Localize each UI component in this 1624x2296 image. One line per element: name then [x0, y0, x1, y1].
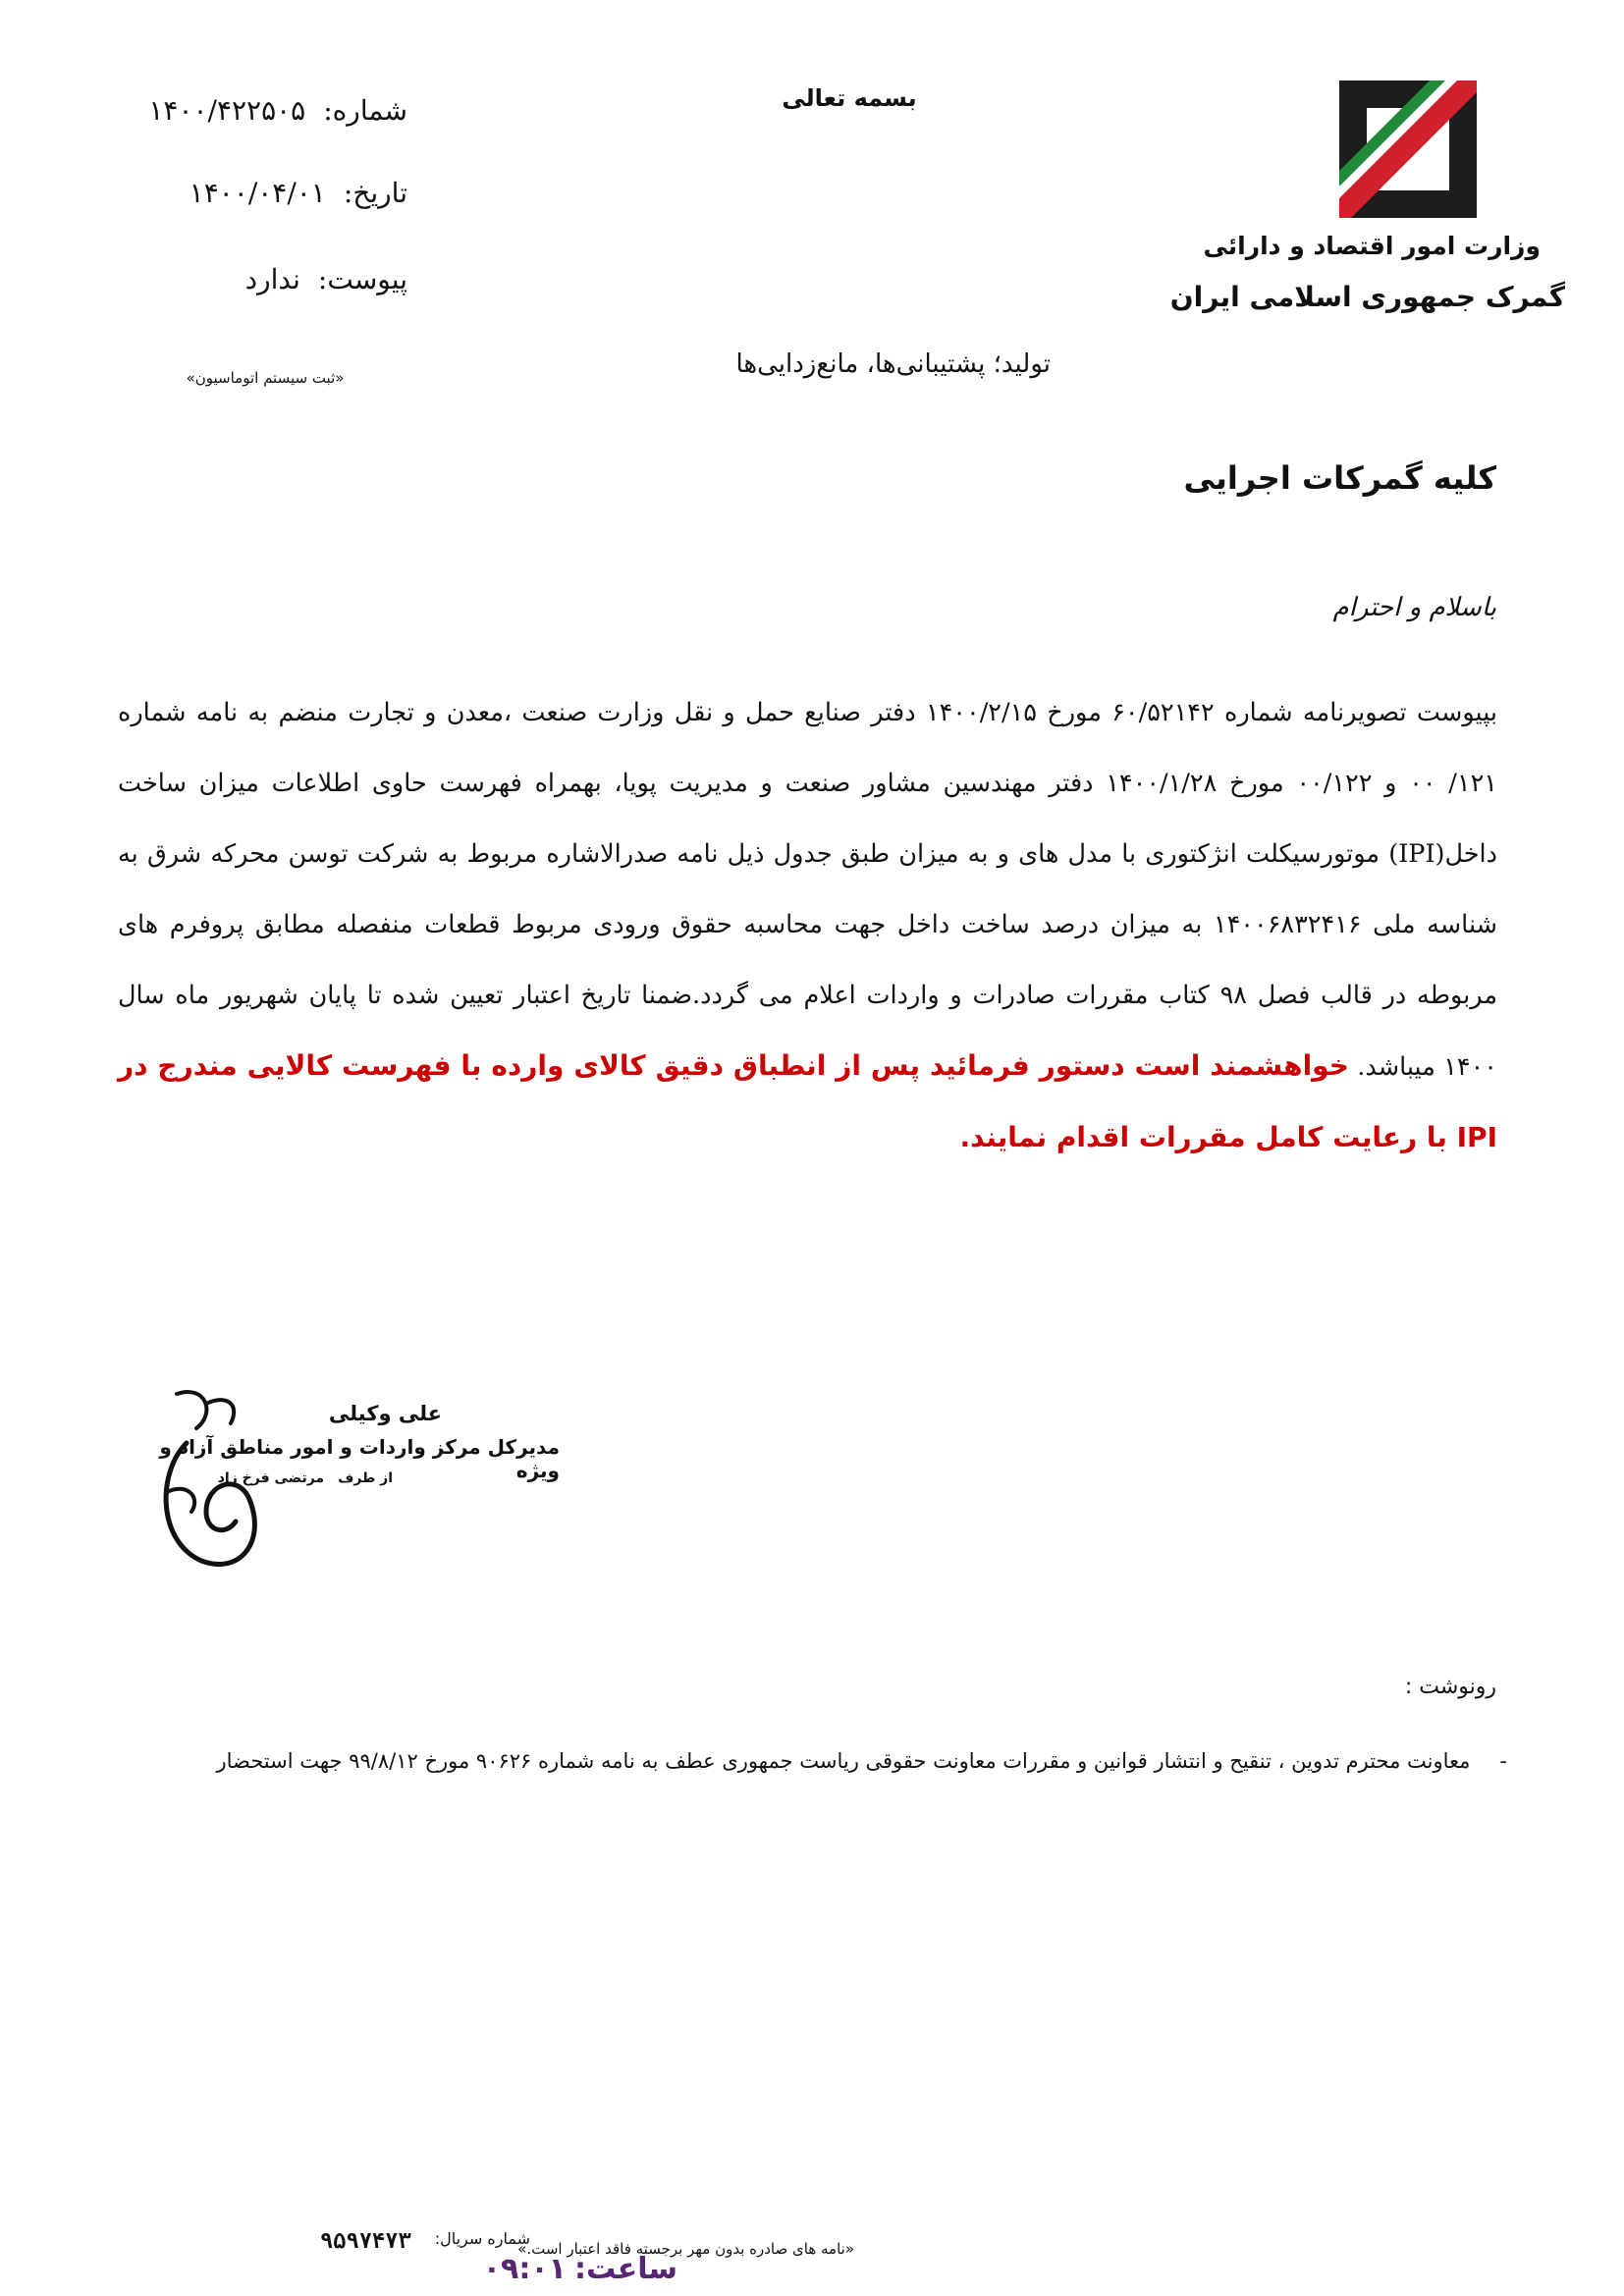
ministry-name: وزارت امور اقتصاد و دارائی — [1203, 232, 1541, 260]
time-label: ساعت: — [573, 2252, 677, 2286]
cc-item-bullet: - — [1499, 1749, 1507, 1773]
letter-attachment-value: ندارد — [244, 263, 300, 295]
customs-logo-icon — [1333, 75, 1483, 224]
time-value: ۰۹:۰۱ — [482, 2252, 567, 2286]
cc-label: رونوشت : — [1404, 1675, 1496, 1699]
signatory-proxy — [196, 1470, 393, 1486]
recipient: کلیه گمرکات اجرایی — [1183, 459, 1496, 497]
organization-name: گمرک جمهوری اسلامی ایران — [1169, 281, 1565, 313]
signatory-title: مدیرکل مرکز واردات و امور مناطق آزاد و ویژه — [159, 1435, 560, 1482]
letter-body — [118, 677, 1497, 1174]
cc-item-text: معاونت محترم تدوین ، تنقیح و انتشار قوانین و مقررات معاونت حقوقی ریاست جمهوری عطف به نامه شماره ۹۰۶۲۶ مورخ ۹۹/۸/۱۲ جهت استحضار — [216, 1749, 1471, 1773]
greeting: باسلام و احترام — [1332, 593, 1496, 622]
cc-item — [196, 1749, 1507, 1773]
letter-attachment — [211, 263, 407, 302]
signatory-proxy-label: از طرف — [338, 1470, 393, 1486]
letter-number-value: ۱۴۰۰/۴۲۲۵۰۵ — [148, 94, 306, 127]
letter-topic: تولید؛ پشتیبانی‌ها، مانع‌زدایی‌ها — [735, 349, 1051, 379]
automation-registration-note: «ثبت سیستم اتوماسیون» — [186, 369, 345, 387]
letter-attachment-label: پیوست: — [317, 263, 407, 295]
body-emphasis: خواهشمند است دستور فرمائید پس از انطباق دقیق کالای وارده با فهرست کالایی مندرج در IPI با رعایت کامل مقررات اقدام نمایند. — [118, 1049, 1497, 1153]
letter-date-value: ۱۴۰۰/۰۴/۰۱ — [189, 177, 326, 209]
footer-validity-note: «نامه های صادره بدون مهر برجسته فاقد اعتبار است.» — [517, 2240, 854, 2258]
letter-number-label: شماره: — [323, 94, 407, 127]
body-paragraph: بپیوست تصویرنامه شماره ۶۰/۵۲۱۴۲ مورخ ۱۴۰۰/۲/۱۵ دفتر صنایع حمل و نقل وزارت صنعت ،معدن و تجارت منضم به نامه شماره ۱۲۱/ ۰۰ و ۰۰/۱۲۲ مورخ ۱۴۰۰/۱/۲۸ دفتر مهندسین مشاور صنعت و مدیریت پویا، بهمراه فهرست حاوی اطلاعات میزان ساخت داخل(IPI) موتورسیکلت انژکتوری با مدل های و به میزان طبق جدول ذیل نامه صدرالاشاره مربوط به شرکت توسن محرکه شرق به شناسه ملی ۱۴۰۰۶۸۳۲۴۱۶ به میزان درصد ساخت داخل جهت محاسبه حقوق ورودی مربوط قطعات منفصله مطابق پروفرم های مربوطه در قالب فصل ۹۸ کتاب مقررات صادرات و واردات اعلام می گردد.ضمنا تاریخ اعتبار تعیین شده تا پایان شهریور ماه سال ۱۴۰۰ میباشد. — [118, 698, 1498, 1082]
letter-date — [113, 177, 407, 216]
time-stamp — [422, 2252, 677, 2286]
letter-date-label: تاریخ: — [343, 177, 407, 209]
signatory-proxy-name: مرتضی فرخ زاد — [217, 1470, 325, 1486]
letter-number — [93, 94, 407, 133]
invocation: بسمه تعالی — [782, 84, 917, 112]
serial-number-value: ۹۵۹۷۴۷۳ — [319, 2229, 411, 2254]
signatory-name: علی وکیلی — [328, 1402, 442, 1425]
serial-number-label: شماره سریال: — [434, 2229, 530, 2248]
